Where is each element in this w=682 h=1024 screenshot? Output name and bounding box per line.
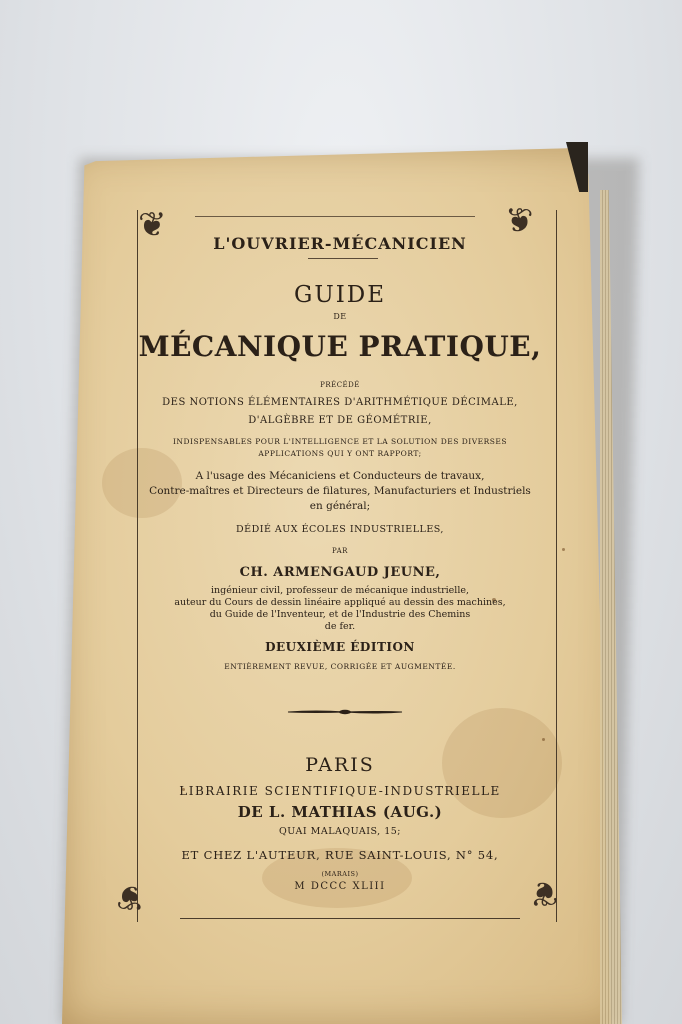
subtitle-line: D'ALGÈBRE ET DE GÉOMÉTRIE, — [248, 415, 432, 426]
usage-line: A l'usage des Mécaniciens et Conducteurs de travaux, — [195, 470, 485, 482]
edition-label: DEUXIÈME ÉDITION — [265, 640, 415, 654]
district-label: (MARAIS) — [321, 870, 359, 878]
border-frame-bottom — [180, 918, 520, 919]
heading-guide: GUIDE — [293, 282, 387, 308]
author-credential-line: de fer. — [324, 621, 356, 632]
usage-line: en général; — [309, 500, 371, 512]
publisher-name: DE L. MATHIAS (AUG.) — [237, 803, 443, 821]
imprint-year: M DCCC XLIII — [294, 881, 386, 892]
subtitle-line: DES NOTIONS ÉLÉMENTAIRES D'ARITHMÉTIQUE DÉCIMALE, — [162, 397, 518, 408]
author-credential-line: du Guide de l'Inventeur, et de l'Industrie des Chemins — [209, 609, 471, 620]
corner-flourish-icon: ❦ — [116, 877, 145, 917]
border-frame-top — [195, 216, 475, 217]
dash-rule-icon — [286, 708, 404, 716]
series-title: L'OUVRIER-MÉCANICIEN — [213, 234, 467, 253]
publisher-address: QUAI MALAQUAIS, 15; — [278, 826, 401, 837]
heading-de: DE — [333, 312, 347, 321]
imprint-city: PARIS — [305, 754, 375, 776]
author-credential-line: auteur du Cours de dessin linéaire appliqué au dessin des machines, — [174, 597, 506, 608]
main-title: MÉCANIQUE PRATIQUE, — [138, 330, 542, 363]
corner-flourish-icon: ❦ — [138, 205, 167, 245]
precede-label: PRÉCÉDÉ — [320, 381, 360, 389]
author-address: ET CHEZ L'AUTEUR, RUE SAINT-LOUIS, N° 54, — [181, 848, 499, 862]
usage-line: Contre-maîtres et Directeurs de filatures, Manufacturiers et Industriels — [149, 485, 531, 497]
author-credential-line: ingénieur civil, professeur de mécanique industrielle, — [211, 585, 469, 596]
corner-flourish-icon: ❦ — [505, 201, 534, 241]
corner-flourish-icon: ❦ — [530, 873, 559, 913]
divider-rule — [308, 258, 378, 259]
publisher-line: LIBRAIRIE SCIENTIFIQUE-INDUSTRIELLE — [179, 784, 501, 798]
subtitle-small-line: APPLICATIONS QUI Y ONT RAPPORT; — [258, 449, 422, 458]
dedication: DÉDIÉ AUX ÉCOLES INDUSTRIELLES, — [236, 524, 444, 535]
subtitle-small-line: INDISPENSABLES POUR L'INTELLIGENCE ET LA SOLUTION DES DIVERSES — [172, 437, 508, 446]
author-name: CH. ARMENGAUD JEUNE, — [239, 565, 441, 580]
edition-subtitle: ENTIÈREMENT REVUE, CORRIGÉE ET AUGMENTÉE. — [224, 662, 456, 671]
par-label: PAR — [332, 547, 348, 555]
